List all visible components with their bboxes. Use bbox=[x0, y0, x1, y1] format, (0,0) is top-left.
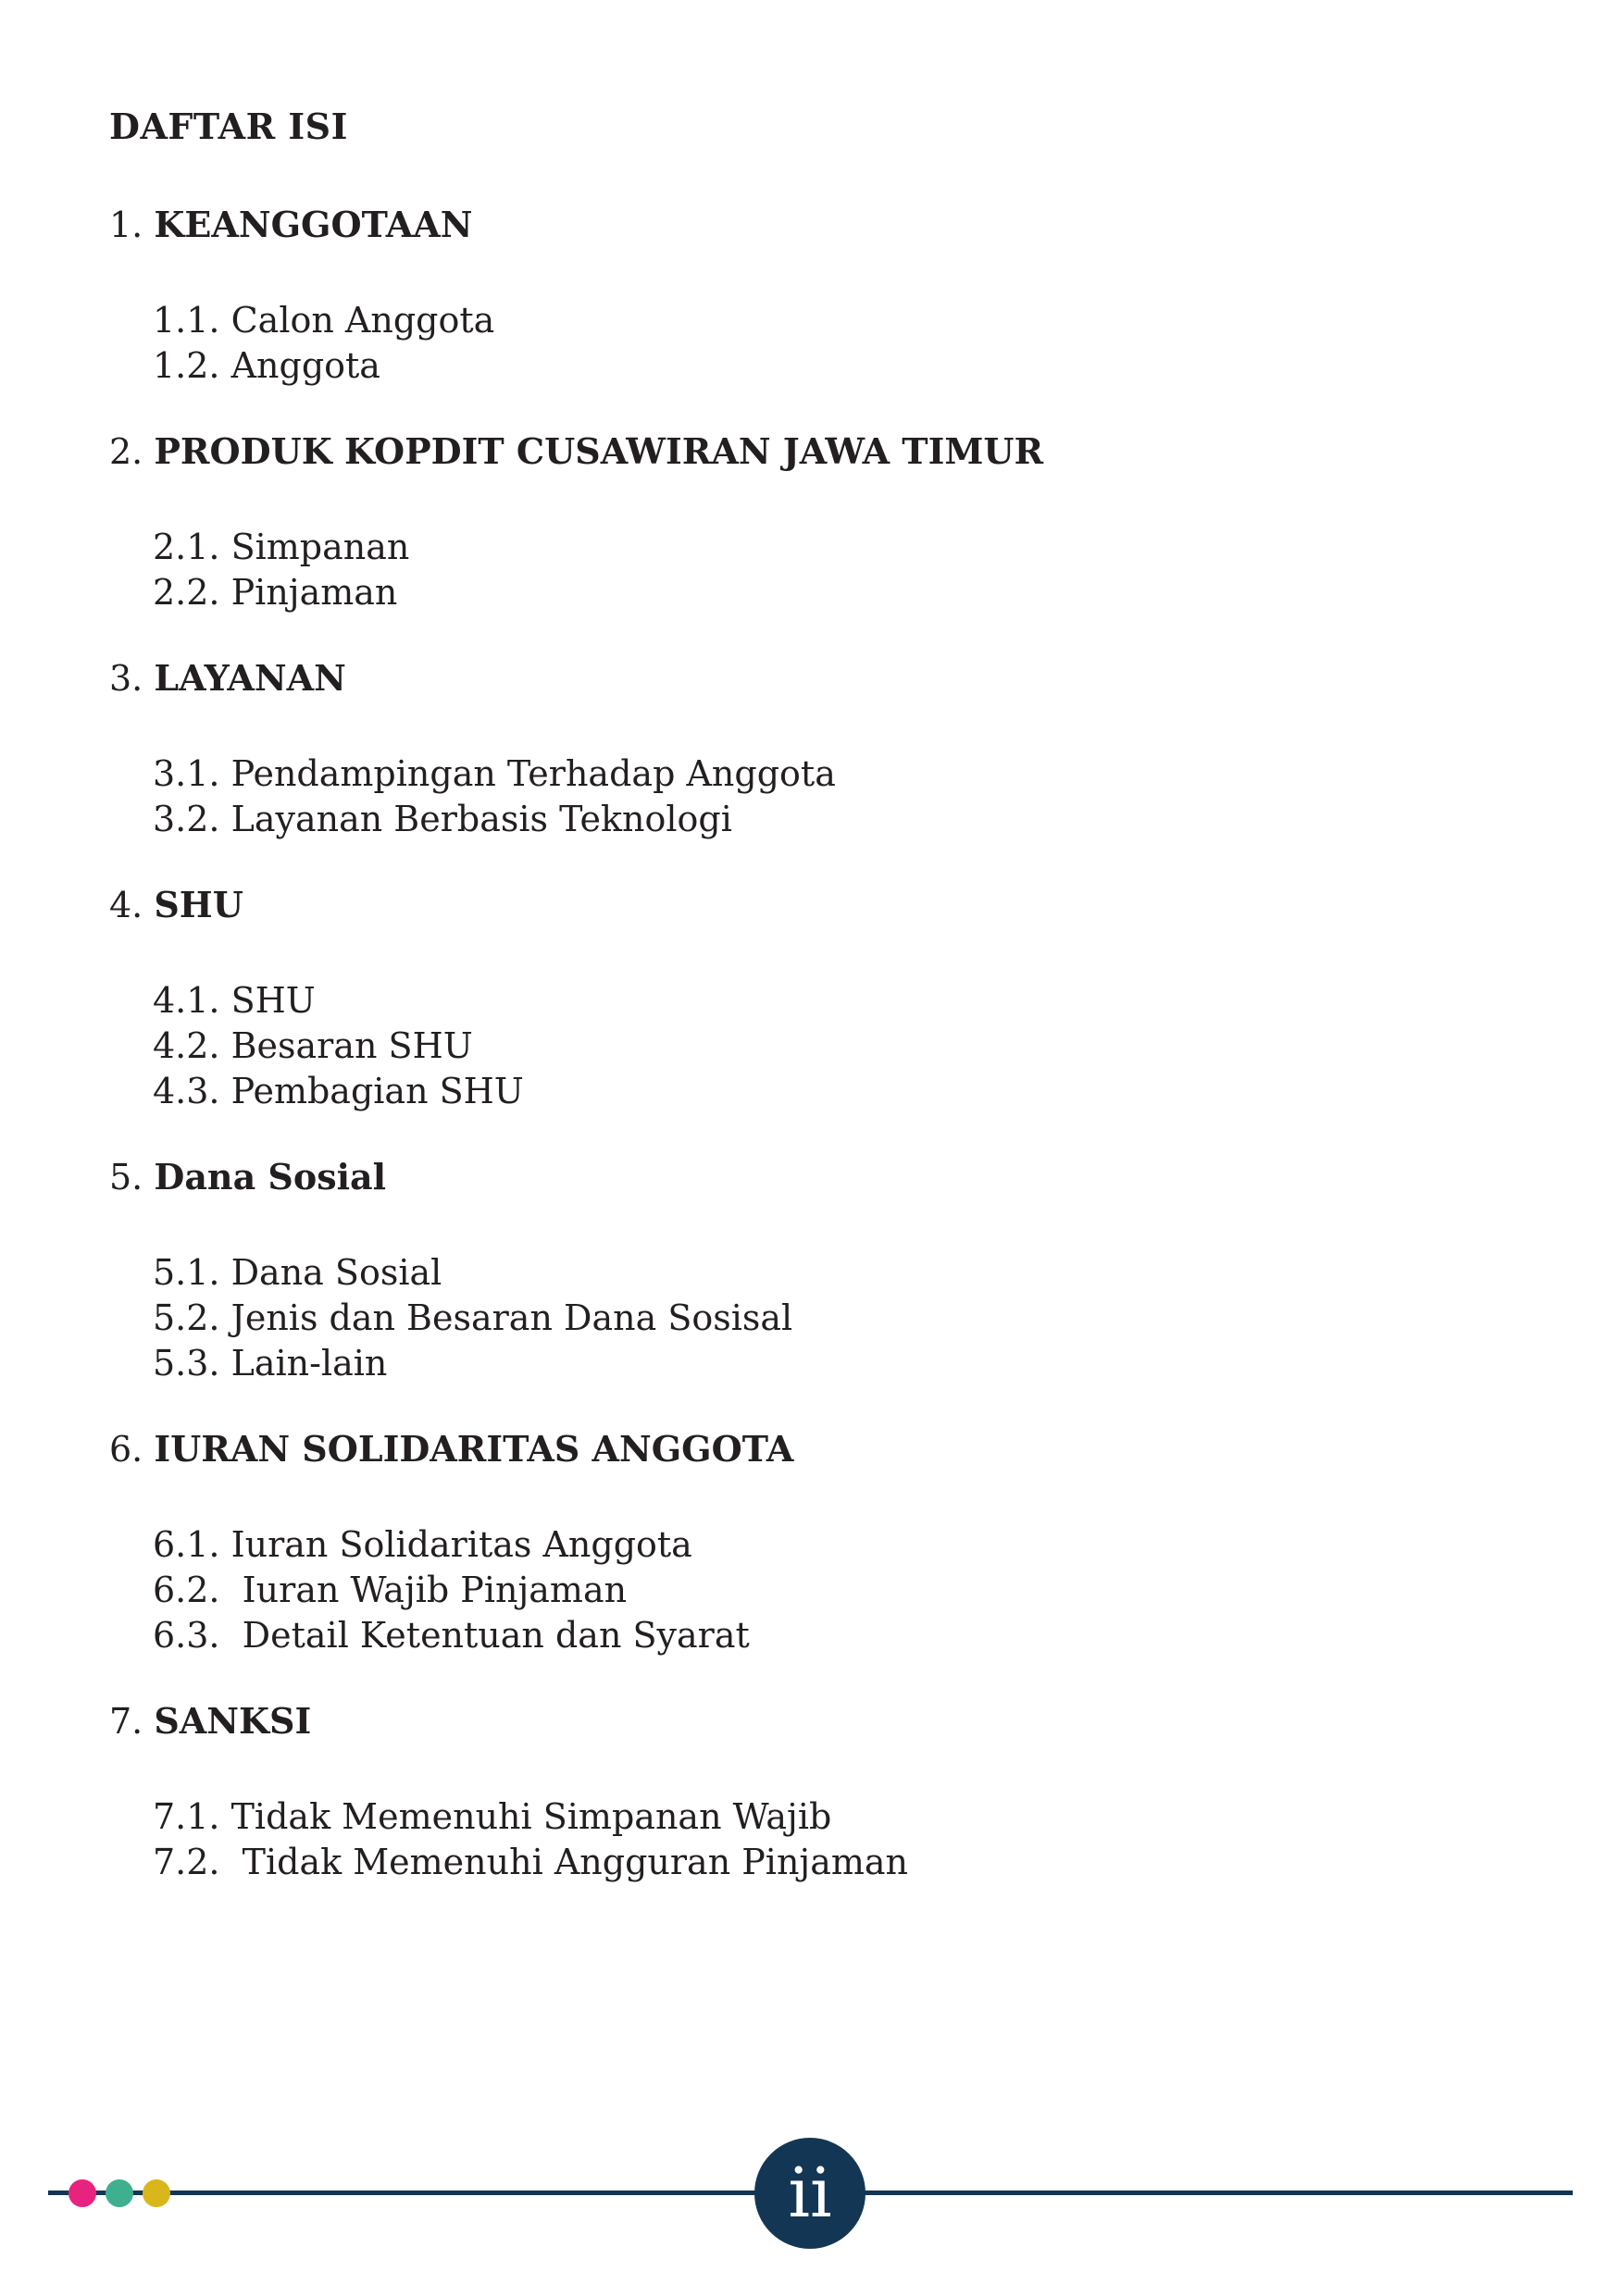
toc-title: DAFTAR ISI bbox=[109, 105, 348, 147]
subsection-list bbox=[153, 751, 836, 842]
section-number: 1. bbox=[109, 205, 143, 245]
section-number: 3. bbox=[109, 658, 143, 699]
subsection-item[interactable]: 6.2. Iuran Wajib Pinjaman bbox=[153, 1570, 628, 1610]
subsection-list bbox=[153, 298, 494, 389]
subsection-item[interactable]: 4.3. Pembagian SHU bbox=[153, 1071, 524, 1111]
subsection-list bbox=[153, 1250, 792, 1386]
toc-section-6 bbox=[109, 1428, 794, 1656]
section-title: IURAN SOLIDARITAS ANGGOTA bbox=[154, 1428, 794, 1470]
toc-section-5 bbox=[109, 1156, 793, 1384]
subsection-item[interactable]: 4.1. SHU bbox=[153, 980, 316, 1021]
toc-section-3 bbox=[109, 657, 836, 839]
subsection-item[interactable]: 6.3. Detail Ketentuan dan Syarat bbox=[153, 1615, 750, 1656]
section-title: SANKSI bbox=[154, 1700, 312, 1742]
subsection-item[interactable]: 4.2. Besaran SHU bbox=[153, 1025, 473, 1066]
section-title: KEANGGOTAAN bbox=[154, 204, 473, 245]
section-heading[interactable] bbox=[109, 430, 1044, 472]
subsection-list bbox=[153, 525, 409, 615]
section-number: 5. bbox=[109, 1157, 143, 1198]
subsection-item[interactable]: 2.1. Simpanan bbox=[153, 527, 410, 567]
section-title: Dana Sosial bbox=[154, 1156, 387, 1198]
toc-section-4 bbox=[109, 884, 524, 1111]
section-heading[interactable] bbox=[109, 657, 346, 699]
section-heading[interactable] bbox=[109, 204, 473, 245]
pink-dot-icon bbox=[68, 2179, 96, 2207]
subsection-item[interactable]: 7.2. Tidak Memenuhi Angguran Pinjaman bbox=[153, 1842, 909, 1882]
subsection-item[interactable]: 5.1. Dana Sosial bbox=[153, 1252, 442, 1293]
section-number: 4. bbox=[109, 885, 143, 925]
toc-section-2 bbox=[109, 430, 1044, 613]
subsection-list bbox=[153, 978, 524, 1114]
section-number: 7. bbox=[109, 1701, 143, 1742]
section-heading[interactable] bbox=[109, 1700, 312, 1742]
subsection-item[interactable]: 6.1. Iuran Solidaritas Anggota bbox=[153, 1524, 692, 1565]
subsection-list bbox=[153, 1794, 908, 1885]
section-heading[interactable] bbox=[109, 1428, 794, 1470]
subsection-list bbox=[153, 1522, 750, 1658]
section-title: PRODUK KOPDIT CUSAWIRAN JAWA TIMUR bbox=[154, 430, 1044, 472]
yellow-dot-icon bbox=[143, 2179, 170, 2207]
section-number: 6. bbox=[109, 1429, 143, 1470]
subsection-item[interactable]: 5.2. Jenis dan Besaran Dana Sosisal bbox=[153, 1297, 793, 1338]
subsection-item[interactable]: 1.1. Calon Anggota bbox=[153, 300, 495, 341]
section-number: 2. bbox=[109, 431, 143, 472]
subsection-item[interactable]: 7.1. Tidak Memenuhi Simpanan Wajib bbox=[153, 1796, 832, 1837]
subsection-item[interactable]: 5.3. Lain-lain bbox=[153, 1343, 388, 1384]
subsection-item[interactable]: 1.2. Anggota bbox=[153, 345, 380, 386]
section-title: LAYANAN bbox=[154, 657, 346, 699]
green-dot-icon bbox=[106, 2179, 133, 2207]
section-heading[interactable] bbox=[109, 884, 243, 925]
subsection-item[interactable]: 2.2. Pinjaman bbox=[153, 572, 398, 613]
section-heading[interactable] bbox=[109, 1156, 387, 1198]
toc-section-1 bbox=[109, 204, 495, 386]
subsection-item[interactable]: 3.1. Pendampingan Terhadap Anggota bbox=[153, 753, 836, 794]
toc-section-7 bbox=[109, 1700, 909, 1882]
page-number-badge: ii bbox=[754, 2138, 866, 2249]
section-title: SHU bbox=[154, 884, 243, 925]
subsection-item[interactable]: 3.2. Layanan Berbasis Teknologi bbox=[153, 799, 732, 839]
